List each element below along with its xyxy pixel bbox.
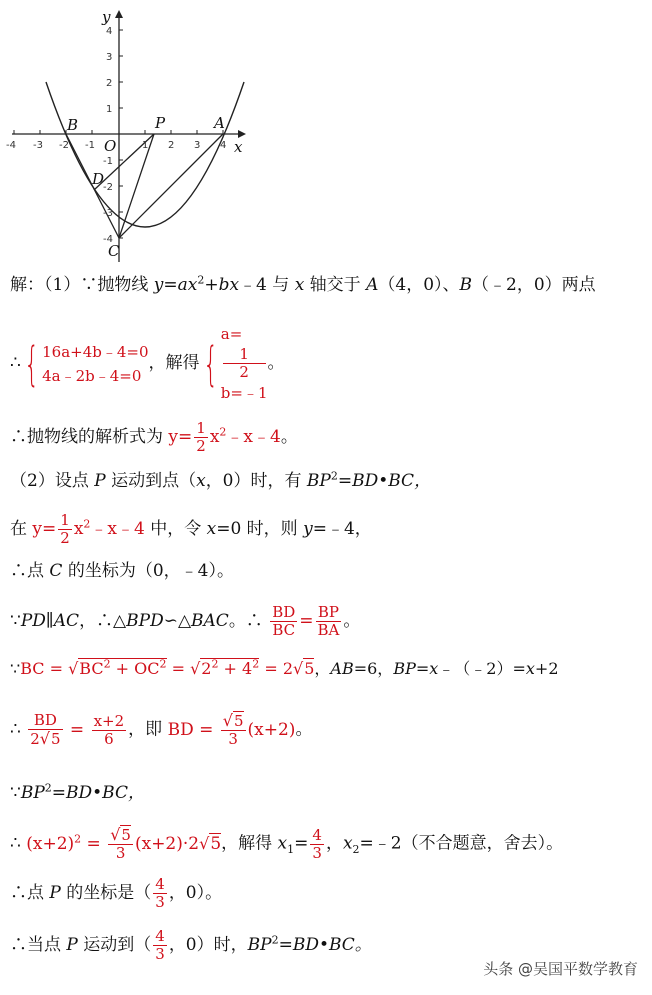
tick-x-4: 4 — [220, 140, 227, 151]
tick-y-4: 4 — [106, 26, 113, 37]
tick-y-neg1: -1 — [103, 156, 113, 167]
axis-x-label: x — [234, 138, 243, 156]
tick-x-neg1: -1 — [85, 140, 95, 151]
parabola-curve — [46, 82, 244, 227]
solution-line-6: ∴点 C 的坐标为（0，﹣4）。 — [10, 561, 234, 581]
tick-x-neg2: -2 — [59, 140, 69, 151]
parabola-graph — [0, 0, 260, 270]
axis-y-label: y — [102, 8, 111, 26]
solution-line-1: 解：（1）∵抛物线 $y=ax^2+bx﹣4$ 与 x 轴交于 A（4，0）、B（﹣2，0）两点 — [10, 273, 596, 295]
solution-line-2: ∴{ 16a+4b﹣4=0 4a﹣2b﹣4=0 ，解得{ a= 1 2 b=﹣1 。 — [10, 322, 285, 405]
tick-x-neg3: -3 — [33, 140, 43, 151]
point-O-label: O — [104, 137, 117, 155]
tick-y-neg3: -3 — [103, 208, 113, 219]
solution-line-7: ∵PD∥AC，∴△BPD∽△BAC。∴ $\frac{BD}{BC}$ = $\frac{BP}{BA}$ 。 — [10, 603, 361, 639]
point-P-label: P — [155, 114, 166, 132]
solution-line-11: ∴ $(x+2)^2$ = $\frac{√5}{3}$ (x+2)·2√5，解得 $x_1=$ $\frac{4}{3}$ ，$x_2=﹣2$（不合题意，舍去）。 — [10, 825, 564, 862]
solution-line-9: ∴ $\frac{BD}{2√5}$ = $\frac{x+2}{6}$ ，即 BD = $\frac{√5}{3}$ (x+2)。 — [10, 711, 313, 748]
solution-line-4: （2）设点 P 运动到点（x，0）时，有 $BP^2=BD•BC$， — [10, 469, 432, 491]
point-B-label: B — [67, 116, 79, 134]
tick-x-1: 1 — [142, 140, 149, 151]
solution-line-8: ∵BC = $√BC^2 + OC^2 = √2^2 + 4^2 = 2√5$，AB=6，BP=x﹣（﹣2）=x+2 — [10, 657, 559, 678]
solution-line-13: ∴当点 P 运动到（ $\frac{4}{3}$ ，0）时，$BP^2=BD•BC$。 — [10, 927, 372, 963]
tick-x-2: 2 — [168, 140, 175, 151]
system-solution: a= 1 2 b=﹣1 — [220, 325, 268, 402]
solution-line-3: ∴抛物线的解析式为 y= $\frac{1}{2}$ $x^2﹣x﹣4$。 — [10, 419, 298, 455]
solution-line-5: 在 y= $\frac{1}{2}$ $x^2﹣x﹣4$ 中，令 x=0 时，则 y=﹣4， — [10, 511, 372, 547]
tick-x-neg4: -4 — [6, 140, 16, 151]
point-C-label: C — [108, 242, 120, 260]
point-D-label: D — [92, 170, 105, 188]
equation-system: 16a+4b﹣4=0 4a﹣2b﹣4=0 — [42, 342, 149, 385]
solution-line-10: $\because BP^2=BD•BC$， — [10, 781, 145, 803]
tick-y-2: 2 — [106, 78, 113, 89]
tick-y-neg2: -2 — [103, 182, 113, 193]
point-A-label: A — [214, 114, 225, 132]
x-axis-arrow — [238, 130, 246, 138]
solution-line-12: ∴点 P 的坐标是（ $\frac{4}{3}$ ，0）。 — [10, 875, 223, 911]
tick-y-3: 3 — [106, 52, 113, 63]
tick-x-3: 3 — [194, 140, 201, 151]
watermark: 头条 @吴国平数学教育 — [483, 960, 638, 978]
y-axis-arrow — [115, 10, 123, 18]
tick-y-neg4: -4 — [103, 234, 113, 245]
tick-y-1: 1 — [106, 104, 113, 115]
